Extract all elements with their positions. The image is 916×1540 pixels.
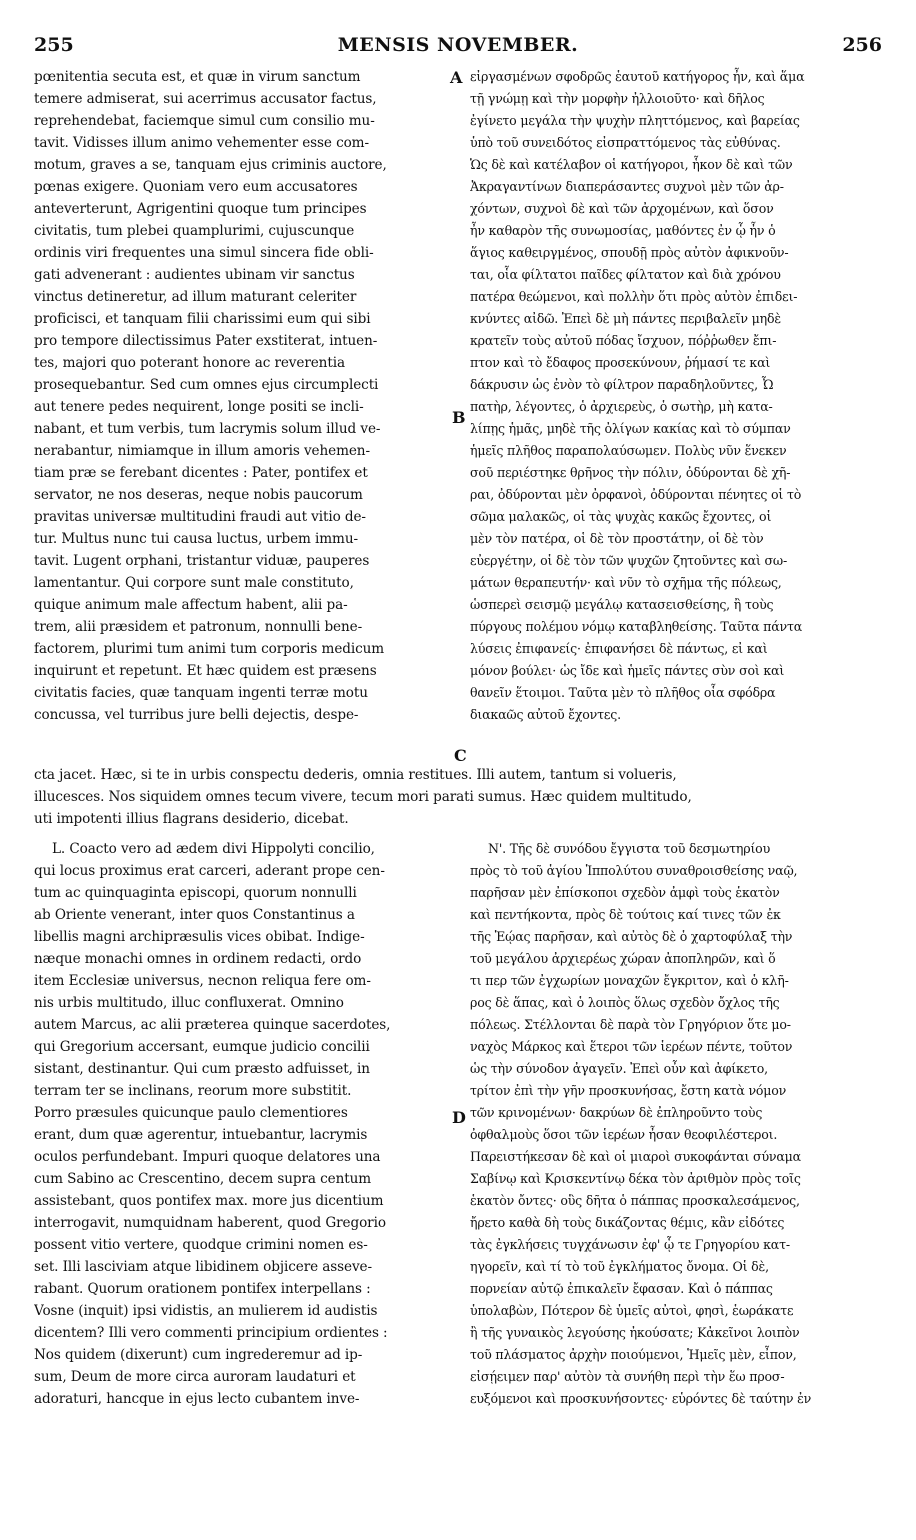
text-line: τῇ γνώμῃ καὶ τὴν μορφὴν ἠλλοιοῦτο· καὶ δῆλος xyxy=(470,91,765,106)
text-line: factorem, plurimi tum animi tum corporis medicum xyxy=(34,641,385,657)
text-line: ὑπολαβὼν, Πότερον δὲ ὑμεῖς αὐτοὶ, φησὶ, ἑωράκατε xyxy=(470,1303,794,1318)
text-line: ρος δὲ ἅπας, καὶ ὁ λοιπὸς ὅλως σχεδὸν ὄχλος τῆς xyxy=(470,995,780,1010)
text-line: παρῆσαν μὲν ἐπίσκοποι σχεδὸν ἀμφὶ τοὺς ἑκατὸν xyxy=(470,885,780,900)
latin-column-bottom xyxy=(34,838,454,1410)
text-line: item Ecclesiæ universus, necnon reliqua fere om- xyxy=(34,973,371,989)
running-title: MENSIS NOVEMBER. xyxy=(337,34,579,56)
text-line: pœnitentia secuta est, et quæ in virum sanctum xyxy=(34,69,361,85)
text-line: ναχὸς Μάρκος καὶ ἕτεροι τῶν ἱερέων πέντε, τοῦτον xyxy=(470,1039,793,1054)
text-line: ται, οἷα φίλτατοι παῖδες φίλτατον καὶ διὰ χρόνου xyxy=(470,267,781,282)
section-marker-b: B xyxy=(452,408,466,427)
text-line: μάτων θεραπευτήν· καὶ νῦν τὸ σχῆμα τῆς πόλεως, xyxy=(470,575,782,590)
text-line: libellis magni archipræsulis vices obibat. Indige- xyxy=(34,929,365,945)
text-line: tum ac quinquaginta episcopi, quorum nonnulli xyxy=(34,885,357,901)
text-line: dicentem? Illi vero commenti principium ordientes : xyxy=(34,1325,388,1341)
text-line: pœnas exigere. Quoniam vero eum accusatores xyxy=(34,179,358,195)
text-line: πτον καὶ τὸ ἔδαφος προσεκύνουν, ῥήμασί τε καὶ xyxy=(470,355,771,370)
text-line: κνύντες αἰδῶ. Ἐπεὶ δὲ μὴ πάντες περιβαλεῖν μηδὲ xyxy=(470,311,781,326)
text-line: set. Illi lasciviam atque libidinem objicere asseve- xyxy=(34,1259,372,1275)
latin-full-width-text xyxy=(34,764,884,830)
text-line: μόνον βούλει· ὡς ἴδε καὶ ἡμεῖς πάντες σὺν σοὶ καὶ xyxy=(470,663,785,678)
text-line: εὐεργέτην, οἱ δὲ τὸν τῶν ψυχῶν ζητοῦντες καὶ σω- xyxy=(470,553,788,568)
text-line: πόλεως. Στέλλονται δὲ παρὰ τὸν Γρηγόριον ὅτε μο- xyxy=(470,1017,791,1032)
text-line: τῶν κρινομένων· δακρύων δὲ ἐπληροῦντο τοὺς xyxy=(470,1105,763,1120)
text-line: lamentantur. Qui corpore sunt male constituto, xyxy=(34,575,354,591)
text-line: τοῦ μεγάλου ἀρχιερέως χώραν ἀποπληρῶν, καὶ ὅ xyxy=(470,951,776,966)
greek-column-bottom xyxy=(470,838,884,1410)
text-line: tur. Multus nunc tui causa luctus, urbem immu- xyxy=(34,531,358,547)
text-line: λίπῃς ἡμᾶς, μηδὲ τῆς ὀλίγων κακίας καὶ τὸ σύμπαν xyxy=(470,421,791,436)
text-line: Παρειστήκεσαν δὲ καὶ οἱ μιαροὶ συκοφάνται σύναμα xyxy=(470,1149,801,1164)
text-line: τι περ τῶν ἐγχωρίων μοναχῶν ἔγκριτον, καὶ ὁ κλῆ- xyxy=(470,973,789,988)
text-line: καὶ πεντήκοντα, πρὸς δὲ τούτοις καί τινες τῶν ἐκ xyxy=(470,907,781,922)
page-header xyxy=(34,32,882,62)
text-line: concussa, vel turribus jure belli dejectis, despe- xyxy=(34,707,359,723)
text-line: Ὡς δὲ καὶ κατέλαβον οἱ κατήγοροι, ἧκον δὲ καὶ τῶν xyxy=(470,157,793,172)
text-line: possent vitio vertere, quodque crimini nomen es- xyxy=(34,1237,368,1253)
text-line: Vosne (inquit) ipsi vidistis, an mulierem id audistis xyxy=(34,1303,378,1319)
text-line: εἰργασμένων σφοδρῶς ἑαυτοῦ κατήγορος ἦν, καὶ ἅμα xyxy=(470,69,805,84)
text-line: sum, Deum de more circa auroram laudaturi et xyxy=(34,1369,356,1385)
text-line: λύσεις ἐπιφανείς· ἐπιφανήσει δὲ πάντως, εἰ καὶ xyxy=(470,641,768,656)
text-line: ἅγιος καθειργμένος, σπουδῇ πρὸς αὐτὸν ἀφικνοῦν- xyxy=(470,245,789,260)
text-line: illucesces. Nos siquidem omnes tecum vivere, tecum mori parati sumus. Hæc quidem multitudo, xyxy=(34,789,692,805)
text-line: σοῦ περιέστηκε θρῆνος τὴν πόλιν, ὀδύρονται δὲ χῆ- xyxy=(470,465,791,480)
page-number-right: 256 xyxy=(842,34,882,56)
text-line: reprehendebat, faciemque simul cum consilio mu- xyxy=(34,113,375,129)
text-line: tiam præ se ferebant dicentes : Pater, pontifex et xyxy=(34,465,368,481)
text-line: θανεῖν ἕτοιμοι. Ταῦτα μὲν τὸ πλῆθος οἷα σφόδρα xyxy=(470,685,776,700)
text-line: ἡμεῖς πλῆθος παραπολαύσωμεν. Πολὺς νῦν ἕνεκεν xyxy=(470,443,787,458)
text-line: Σαβίνῳ καὶ Κρισκεντίνῳ δέκα τὸν ἀριθμὸν πρὸς τοῖς xyxy=(470,1171,801,1186)
text-line: ὡς τὴν σύνοδον ἀγαγεῖν. Ἐπεὶ οὖν καὶ ἀφίκετο, xyxy=(470,1061,768,1076)
text-line: nis urbis multitudo, illuc confluxerat. Omnino xyxy=(34,995,344,1011)
text-line: temere admiserat, sui acerrimus accusator factus, xyxy=(34,91,377,107)
text-line: quique animum male affectum habent, alii pa- xyxy=(34,597,348,613)
greek-column-top xyxy=(470,66,884,726)
text-line: ὡσπερεὶ σεισμῷ μεγάλῳ κατασεισθείσης, ἢ τοὺς xyxy=(470,597,774,612)
text-line: adoraturi, hancque in ejus lecto cubantem inve- xyxy=(34,1391,360,1407)
text-line: Nos quidem (dixerunt) cum ingrederemur ad ip- xyxy=(34,1347,363,1363)
text-line: motum, graves a se, tanquam ejus criminis auctore, xyxy=(34,157,387,173)
text-line: κρατεῖν τοὺς αὐτοῦ πόδας ἴσχυον, πόῤῥωθεν ἔπι- xyxy=(470,333,777,348)
text-line: ηγορεῖν, καὶ τί τὸ τοῦ ἐγκλήματος ὄνομα. Οἱ δὲ, xyxy=(470,1259,769,1274)
text-line: inquirunt et repetunt. Et hæc quidem est præsens xyxy=(34,663,377,679)
text-line: τρίτον ἐπὶ τὴν γῆν προσκυνήσας, ἔστη κατὰ νόμον xyxy=(470,1083,787,1098)
text-line: tes, majori quo poterant honore ac reverentia xyxy=(34,355,345,371)
section-marker-d: D xyxy=(452,1108,466,1127)
text-line: erant, dum quæ agerentur, intuebantur, lacrymis xyxy=(34,1127,368,1143)
text-line: εἰσῄειμεν παρ' αὐτὸν τὰ συνήθη περὶ τὴν ἕω προσ- xyxy=(470,1369,785,1384)
text-line: Ν'. Τῆς δὲ συνόδου ἔγγιστα τοῦ δεσμωτηρίου xyxy=(488,841,771,856)
text-line: ordinis viri frequentes una simul sincera fide obli- xyxy=(34,245,374,261)
latin-column-top xyxy=(34,66,454,726)
text-line: vinctus detineretur, ad illum maturant celeriter xyxy=(34,289,357,305)
text-line: ὀφθαλμοὺς ὅσοι τῶν ἱερέων ἦσαν θεοφιλέστεροι. xyxy=(470,1127,778,1142)
text-line: ὑπὸ τοῦ συνειδότος εἰσπραττόμενος τὰς εὐθύνας. xyxy=(470,135,781,150)
text-line: tavit. Vidisses illum animo vehementer esse com- xyxy=(34,135,369,151)
text-line: χόντων, συχνοὶ δὲ καὶ τῶν ἀρχομένων, καὶ ὅσον xyxy=(470,201,774,216)
section-marker-a: A xyxy=(450,68,463,87)
text-line: rabant. Quorum orationem pontifex interpellans : xyxy=(34,1281,371,1297)
text-line: μὲν τὸν πατέρα, οἱ δὲ τὸν προστάτην, οἱ δὲ τὸν xyxy=(470,531,764,546)
text-line: prosequebantur. Sed cum omnes ejus circumplecti xyxy=(34,377,379,393)
text-line: ἑκατὸν ὄντες· οὓς δῆτα ὁ πάππας προσκαλεσάμενος, xyxy=(470,1193,800,1208)
text-line: cta jacet. Hæc, si te in urbis conspectu dederis, omnia restitues. Illi autem, tantum si volueris, xyxy=(34,767,677,783)
text-line: τοῦ πλάσματος ἀρχὴν ποιούμενοι, Ἡμεῖς μὲν, εἶπον, xyxy=(470,1347,797,1362)
text-line: πρὸς τὸ τοῦ ἁγίου Ἱππολύτου συναθροισθείσης ναῷ, xyxy=(470,863,798,878)
page-number-left: 255 xyxy=(34,34,74,56)
text-line: assistebant, quos pontifex max. more jus dicentium xyxy=(34,1193,384,1209)
text-line: servator, ne nos deseras, neque nobis paucorum xyxy=(34,487,363,503)
text-line: terram ter se inclinans, reorum more substitit. xyxy=(34,1083,352,1099)
text-line: gati advenerant : audientes ubinam vir sanctus xyxy=(34,267,355,283)
text-line: ἤρετο καθὰ δὴ τοὺς δικάζοντας θέμις, κἂν εἰδότες xyxy=(470,1215,785,1230)
text-line: uti impotenti illius flagrans desiderio, dicebat. xyxy=(34,811,349,827)
text-line: πατὴρ, λέγοντες, ὁ ἀρχιερεὺς, ὁ σωτὴρ, μὴ κατα- xyxy=(470,399,773,414)
text-line: sistant, destinantur. Qui cum præsto adfuisset, in xyxy=(34,1061,370,1077)
text-line: τὰς ἐγκλήσεις τυγχάνωσιν ἐφ' ᾧ τε Γρηγορίου κατ- xyxy=(470,1237,790,1252)
text-line: πατέρα θεώμενοι, καὶ πολλὴν ὅτι πρὸς αὐτὸν ἐπιδει- xyxy=(470,289,798,304)
text-line: civitatis, tum plebei quamplurimi, cujuscunque xyxy=(34,223,355,239)
text-line: ευξόμενοι καὶ προσκυνήσοντες· εὑρόντες δὲ ταύτην ἐν xyxy=(470,1391,812,1406)
text-line: qui locus proximus erat carceri, aderant prope cen- xyxy=(34,863,385,879)
text-line: proficisci, et tanquam filii charissimi eum qui sibi xyxy=(34,311,371,327)
section-marker-c: C xyxy=(454,746,467,765)
text-line: ραι, ὀδύρονται μὲν ὀρφανοὶ, ὀδύρονται πένητες οἱ τὸ xyxy=(470,487,802,502)
text-line: nabant, et tum verbis, tum lacrymis solum illud ve- xyxy=(34,421,381,437)
text-line: aut tenere pedes nequirent, longe positi se incli- xyxy=(34,399,364,415)
text-line: σῶμα μαλακῶς, οἱ τὰς ψυχὰς κακῶς ἔχοντες, οἱ xyxy=(470,509,772,524)
text-line: διακαῶς αὐτοῦ ἔχοντες. xyxy=(470,707,621,722)
text-line: pro tempore dilectissimus Pater exstiterat, intuen- xyxy=(34,333,378,349)
text-line: ἢ τῆς γυναικὸς λεγούσης ἠκούσατε; Κἀκεῖνοι λοιπὸν xyxy=(470,1325,800,1340)
text-line: pravitas universæ multitudini fraudi aut vitio de- xyxy=(34,509,366,525)
text-line: ab Oriente venerant, inter quos Constantinus a xyxy=(34,907,355,923)
text-line: oculos perfundebant. Impuri quoque delatores una xyxy=(34,1149,381,1165)
text-line: nerabantur, nimiamque in illum amoris vehemen- xyxy=(34,443,370,459)
text-line: qui Gregorium accersant, eumque judicio concilii xyxy=(34,1039,370,1055)
text-line: tavit. Lugent orphani, tristantur viduæ, pauperes xyxy=(34,553,370,569)
text-line: Porro præsules quicunque paulo clementiores xyxy=(34,1105,348,1121)
text-line: interrogavit, numquidnam haberent, quod Gregorio xyxy=(34,1215,386,1231)
text-line: trem, alii præsidem et patronum, nonnulli bene- xyxy=(34,619,363,635)
text-line: ἦν καθαρὸν τῆς συνωμοσίας, μαθόντες ἐν ᾧ ἦν ὁ xyxy=(470,223,776,238)
text-line: Ἀκραγαντίνων διαπεράσαντες συχνοὶ μὲν τῶν ἀρ- xyxy=(470,179,784,194)
text-line: næque monachi omnes in ordinem redacti, ordo xyxy=(34,951,362,967)
text-line: τῆς Ἑῴας παρῆσαν, καὶ αὐτὸς δὲ ὁ χαρτοφύλαξ τὴν xyxy=(470,929,793,944)
text-line: anteverterunt, Agrigentini quoque tum principes xyxy=(34,201,367,217)
text-line: ἐγίνετο μεγάλα τὴν ψυχὴν πληττόμενος, καὶ βαρείας xyxy=(470,113,800,128)
text-line: δάκρυσιν ὡς ἐνὸν τὸ φίλτρον παραδηλοῦντες, Ὦ xyxy=(470,377,774,392)
text-line: cum Sabino ac Crescentino, decem supra centum xyxy=(34,1171,372,1187)
text-line: civitatis facies, quæ tanquam ingenti terræ motu xyxy=(34,685,368,701)
text-line: autem Marcus, ac alii præterea quinque sacerdotes, xyxy=(34,1017,391,1033)
text-line: πύργους πολέμου νόμῳ καταβληθείσης. Ταῦτα πάντα xyxy=(470,619,803,634)
text-line: L. Coacto vero ad ædem divi Hippolyti concilio, xyxy=(52,841,375,857)
text-line: πορνείαν αὐτῷ ἐπικαλεῖν ἔφασαν. Καὶ ὁ πάππας xyxy=(470,1281,773,1296)
